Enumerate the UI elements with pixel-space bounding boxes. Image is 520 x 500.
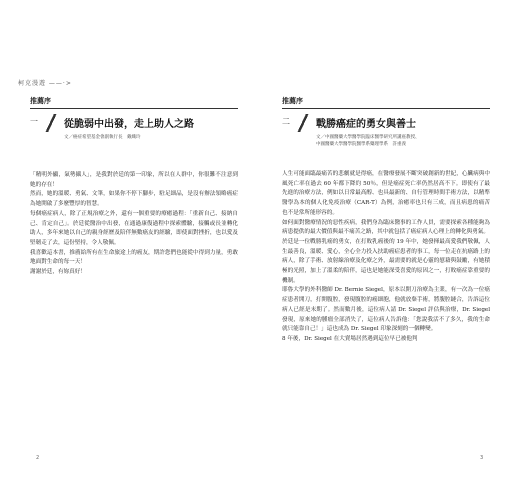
body-text bbox=[282, 170, 490, 345]
paragraph: 耶魯大學的外科醫師 Dr. Bernie Siegel，原本以開刀治療為主業，有一次為一位癌症患者開刀，打開腹腔，發現腹腔的癌細胞，他就放棄手術，將腹腔縫合，告訴這位病人已經是末期了。然而數月後，這位病人請 Dr. Siegel 評估與治療，Dr. Siegel 發現，原來她的腫瘤全部消失了，這位病人告訴他：「您說我活不了多久，我的生命就只能靠自己！」這也成為 Dr. Siegel 印象深刻的一個轉變。 bbox=[282, 287, 490, 333]
page-title: 戰勝癌症的勇女與善士 bbox=[316, 119, 416, 130]
paragraph: 「精明外顯，氣勢攝人」，是我對於廷的第一印象，所以在人群中，你很難不注意到她的存在！ bbox=[30, 172, 238, 188]
title-row bbox=[282, 112, 490, 134]
recommendation-label: 推薦序 bbox=[282, 97, 303, 105]
slash-decoration bbox=[296, 114, 310, 132]
page-number-left: 2 bbox=[36, 455, 40, 461]
paragraph: 然而，她的溫暖、勇氣、文筆，如果你不停下腳步，駐足細品，是沒有辦法領略癌症為她開啟了多麼豐厚的智慧。 bbox=[30, 191, 238, 208]
paragraph: 每個癌症病人，除了正規治療之外，還有一個重要的療癒過程：「重新自己、接納自己、肯定自己」。於廷從醫治中出發，在通過康復過程中探索體驗，接觸或長並轉化助人，多年來她以自己的親身經歷及陪伴無數癌友的經驗，即使面對挫折，也以愛及堅韌走了去，這份堅持，令人敬佩。 bbox=[30, 210, 238, 246]
running-header: 柯克漫遊 ——·> bbox=[18, 80, 72, 87]
paragraph: 人生可能面臨最痛苦的悲劇就是得癌，在醫療發展不斷突破創新的世紀，心臟病與中風死亡率在過去 60 年都下降約 50％，但是癌症死亡率仍然居高不下。即使有了最先進的治療方法，例如以日常最高醇、也具最新的、自行管理時間手術方法，以精準醫學為本的個人化免疫治療（CAR-T）為例，治癒率也只有三成，而且病患的痛苦也不是常所能形容的。 bbox=[282, 171, 490, 216]
header-rule bbox=[282, 108, 490, 109]
author-line: 中國醫藥大學醫學院醫學系藥理學系 許重義 bbox=[316, 142, 406, 147]
paragraph: 8 年後，Dr. Siegel 在大賣場居然遇到這位早已被他判 bbox=[282, 335, 418, 342]
paragraph: 於廷是一位戰勝乳癌的勇女，在打敗乳癌後的 19 年中，她發揮最高愛我們敬佩，人生最善良，溫暖、愛心，全心全力投入扶助癌症患者的事工，每一位走在抗癌路上的病人，除了手術、放射線治療及化療之外，最需要的就是心靈的慰藉與鼓勵，有她積極的光照，加上了溫柔的陪伴，這也是她能深受喜愛的原因之一，打敗癌症靠重要的機制。 bbox=[282, 238, 490, 284]
left-page bbox=[30, 96, 238, 278]
page-number-right: 3 bbox=[480, 455, 484, 461]
recommendation-number: 二 bbox=[282, 117, 290, 126]
recommendation-number: 一 bbox=[30, 117, 38, 126]
slash-decoration bbox=[44, 114, 58, 132]
title-row bbox=[30, 112, 238, 134]
page-title: 從脆弱中出發，走上助人之路 bbox=[64, 119, 194, 130]
paragraph: 如何面對醫療情況的惡性疾病，我們身為臨床醫事的工作人員，需要探索各種能夠為病患提供的最大價值與最不痛苦之路，其中就包括了癌症病人心理上的轉化與勇氣。 bbox=[282, 219, 490, 236]
body-text bbox=[30, 171, 238, 278]
paragraph: 謝謝於廷，有妳真好！ bbox=[30, 269, 86, 276]
right-page bbox=[282, 96, 490, 345]
author-line: 文／癌症希望基金會副執行長 戴織玲 bbox=[64, 135, 141, 140]
author-line: 文／中國醫藥大學醫學院臨床醫學研究所講座教授、 bbox=[316, 135, 420, 140]
paragraph: 我喜歡這本書，推薦給所有在生命旅途上的癌友，期許您們也能從中得到力量，勇敢地面對生命的每一天！ bbox=[30, 249, 238, 266]
recommendation-label: 推薦序 bbox=[30, 97, 51, 105]
header-rule bbox=[30, 108, 238, 109]
